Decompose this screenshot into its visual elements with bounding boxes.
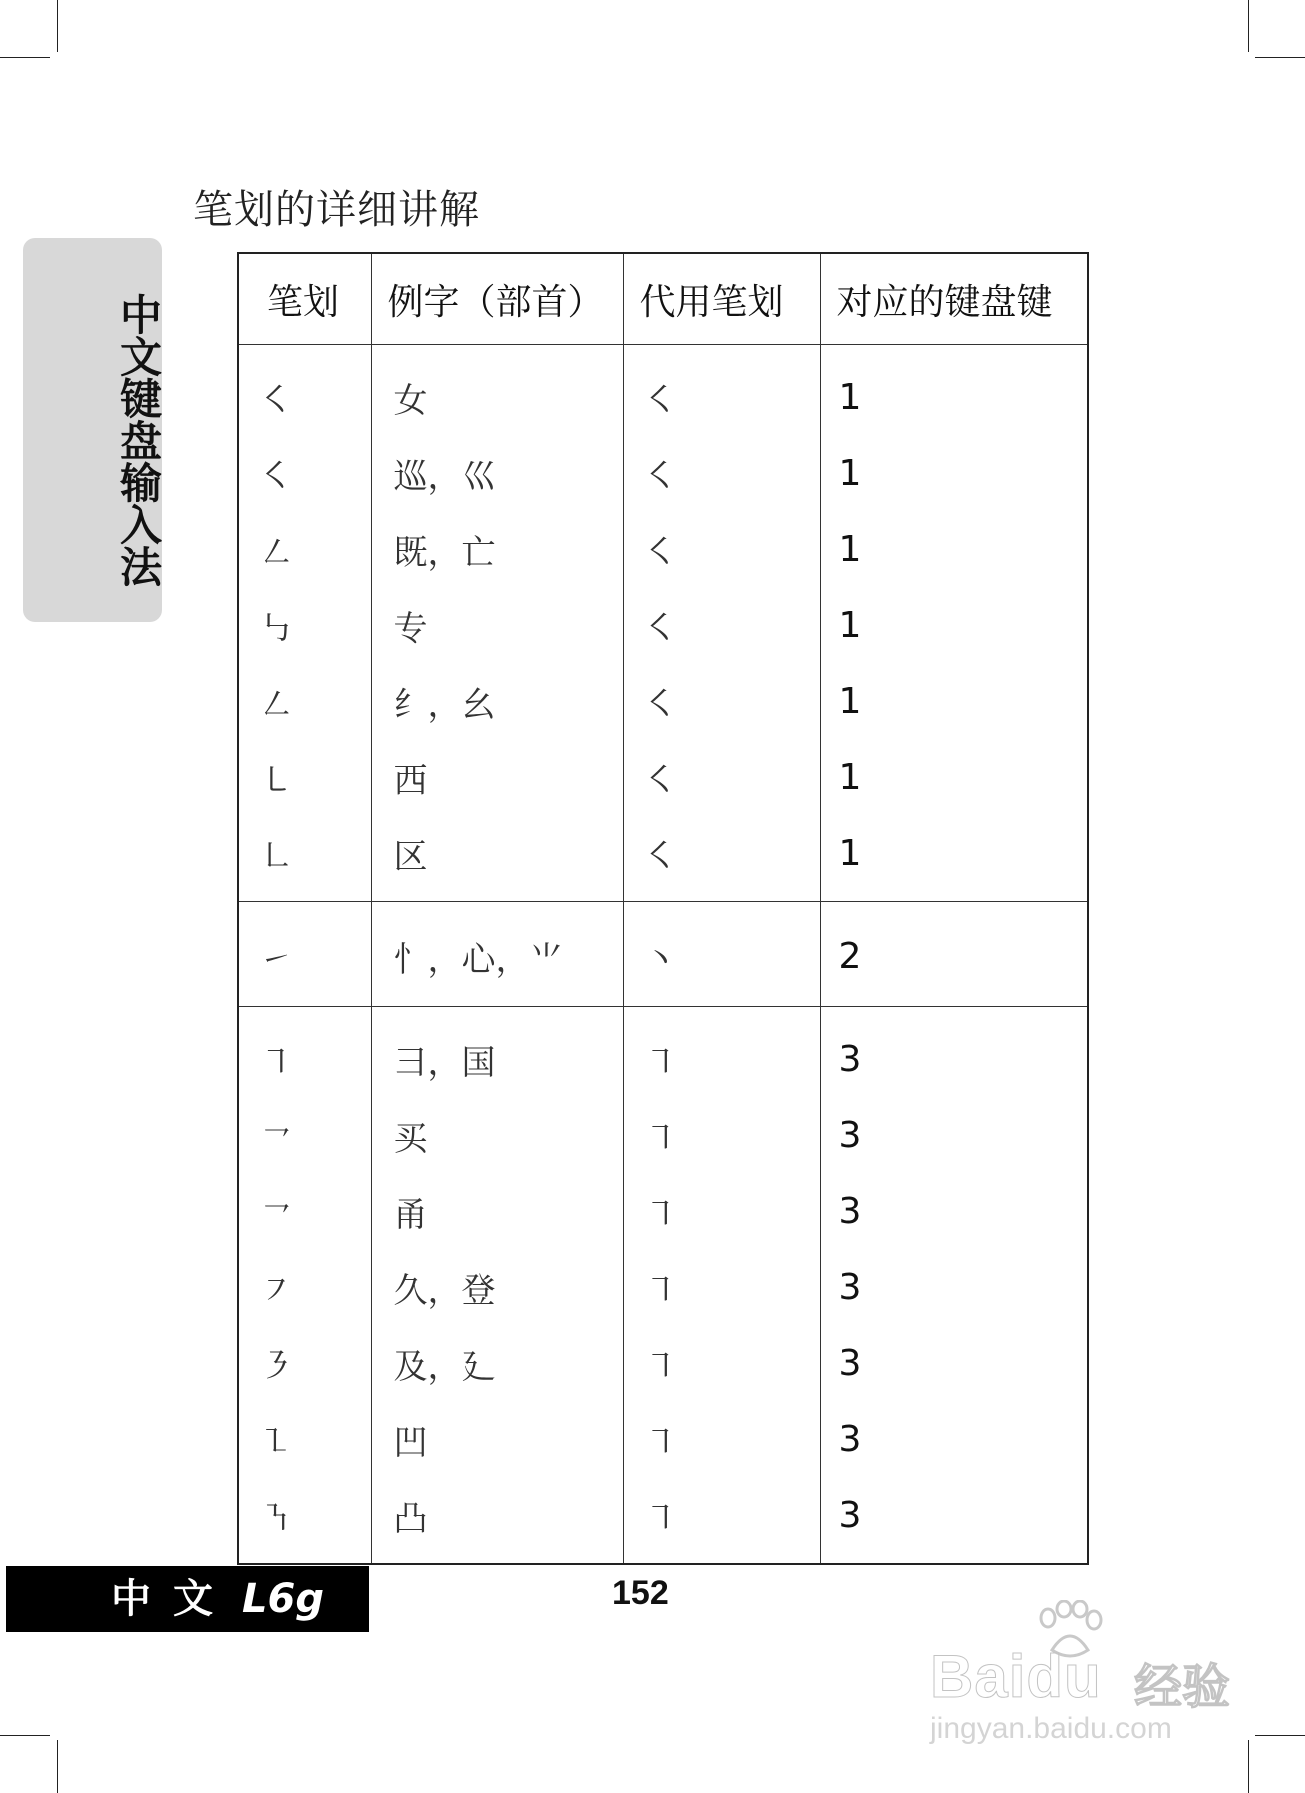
key-cell: 1 <box>838 756 862 798</box>
key-cell: 1 <box>838 376 862 418</box>
key-cell: 3 <box>838 1266 862 1308</box>
crop-mark <box>1248 0 1249 52</box>
table-row <box>238 1007 1088 1098</box>
substitute-cell: ㇕ <box>623 1007 820 1098</box>
crop-mark <box>57 1740 58 1793</box>
key-cell: 3 <box>838 1494 862 1536</box>
substitute-cell: ㇕ <box>623 1173 820 1249</box>
stroke-cell: ㇇ <box>238 1249 371 1325</box>
footer-model: L6g <box>242 1576 324 1622</box>
stroke-table <box>237 252 1089 1565</box>
example-cell: 西 <box>371 739 623 815</box>
substitute-cell: ㇕ <box>623 1401 820 1477</box>
substitute-cell: ㇕ <box>623 1097 820 1173</box>
key-cell: 3 <box>838 1342 862 1384</box>
table-row <box>238 587 1088 663</box>
substitute-cell: ㇛ <box>623 435 820 511</box>
table-row <box>238 435 1088 511</box>
watermark-brand: Baidu <box>930 1643 1102 1710</box>
table-row <box>238 815 1088 902</box>
example-cell: 区 <box>371 815 623 902</box>
substitute-cell: ㇕ <box>623 1325 820 1401</box>
key-cell: 3 <box>838 1418 862 1460</box>
crop-mark <box>1255 1735 1305 1736</box>
table-row <box>238 1097 1088 1173</box>
example-cell: 及，廴 <box>371 1325 623 1401</box>
substitute-cell: 丶 <box>623 902 820 1007</box>
header-example: 例字（部首） <box>371 253 623 345</box>
key-cell: 1 <box>838 452 862 494</box>
stroke-cell: ㇛ <box>238 435 371 511</box>
table-row <box>238 902 1088 1007</box>
stroke-cell: ㇅ <box>238 1401 371 1477</box>
stroke-cell: ㇉ <box>238 587 371 663</box>
key-cell: 1 <box>838 528 862 570</box>
stroke-cell: ㇜ <box>238 663 371 739</box>
watermark-url: jingyan.baidu.com <box>930 1712 1172 1745</box>
example-cell: 忄，心，⺌ <box>371 902 623 1007</box>
key-cell: 3 <box>838 1190 862 1232</box>
example-cell: 纟，幺 <box>371 663 623 739</box>
crop-mark <box>57 0 58 52</box>
footer-language: 中文 <box>111 1576 235 1622</box>
table-row <box>238 1325 1088 1401</box>
table-header-row <box>238 253 1088 345</box>
stroke-cell: ㇗ <box>238 815 371 902</box>
key-cell: 2 <box>820 902 1088 1007</box>
crop-mark <box>0 1735 50 1736</box>
stroke-cell: ㇛ <box>238 345 371 436</box>
table-row <box>238 345 1088 436</box>
substitute-cell: ㇛ <box>623 815 820 902</box>
key-cell: 1 <box>838 680 862 722</box>
table-row <box>238 1173 1088 1249</box>
key-cell: 1 <box>838 604 862 646</box>
example-cell: 久，登 <box>371 1249 623 1325</box>
substitute-cell: ㇛ <box>623 587 820 663</box>
crop-mark <box>0 57 50 58</box>
stroke-cell: ㇎ <box>238 1477 371 1564</box>
example-cell: 买 <box>371 1097 623 1173</box>
table-row <box>238 1401 1088 1477</box>
crop-mark <box>1248 1740 1249 1793</box>
example-cell: 专 <box>371 587 623 663</box>
table-row <box>238 511 1088 587</box>
example-cell: 女 <box>371 345 623 436</box>
baidu-watermark <box>930 1600 1230 1750</box>
key-cell: 1 <box>820 815 1088 902</box>
substitute-cell: ㇕ <box>623 1477 820 1564</box>
page-number: 152 <box>612 1574 669 1612</box>
example-cell: 凹 <box>371 1401 623 1477</box>
header-key: 对应的键盘键 <box>820 253 1088 345</box>
example-cell: 彐，国 <box>371 1007 623 1098</box>
stroke-cell: ㇄ <box>238 739 371 815</box>
chapter-side-tab <box>23 238 162 622</box>
example-cell: 凸 <box>371 1477 623 1564</box>
chapter-side-tab-label: 中文键盘输入法 <box>114 293 163 587</box>
stroke-cell: ㇀ <box>238 902 371 1007</box>
table-body <box>238 345 1088 1565</box>
crop-mark <box>1255 57 1305 58</box>
table-row <box>238 1477 1088 1564</box>
stroke-cell: ㇖ <box>238 1173 371 1249</box>
stroke-cell: ㇋ <box>238 1325 371 1401</box>
key-cell: 3 <box>838 1038 862 1080</box>
example-cell: 巡，巛 <box>371 435 623 511</box>
stroke-cell: ㇜ <box>238 511 371 587</box>
example-cell: 既，亡 <box>371 511 623 587</box>
substitute-cell: ㇛ <box>623 739 820 815</box>
substitute-cell: ㇛ <box>623 511 820 587</box>
stroke-cell: ㇖ <box>238 1097 371 1173</box>
example-cell: 甬 <box>371 1173 623 1249</box>
header-stroke: 笔划 <box>238 253 371 345</box>
section-title: 笔划的详细讲解 <box>193 187 480 233</box>
table-row <box>238 663 1088 739</box>
watermark-product: 经验 <box>1134 1659 1231 1715</box>
table-row <box>238 739 1088 815</box>
key-cell: 3 <box>838 1114 862 1156</box>
header-substitute: 代用笔划 <box>623 253 820 345</box>
substitute-cell: ㇕ <box>623 1249 820 1325</box>
substitute-cell: ㇛ <box>623 663 820 739</box>
substitute-cell: ㇛ <box>623 345 820 436</box>
table-row <box>238 1249 1088 1325</box>
footer-bar <box>6 1566 369 1632</box>
stroke-cell: ㇕ <box>238 1007 371 1098</box>
